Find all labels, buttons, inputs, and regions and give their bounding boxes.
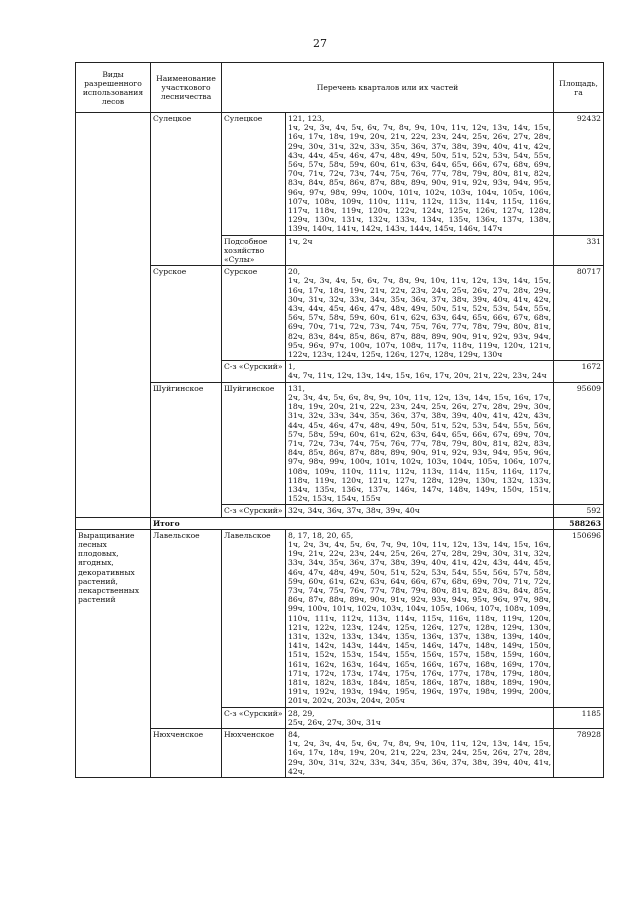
quarters-text: 1,	[288, 362, 296, 372]
area-cell: 78928	[554, 729, 604, 778]
sub-forestry-cell: Нюхченское	[222, 729, 286, 778]
quarters-text: 28, 29,	[288, 708, 315, 718]
total-row	[76, 517, 604, 529]
total-area: 588263	[554, 517, 604, 529]
area-cell: 1672	[554, 361, 604, 382]
area-cell: 95609	[554, 382, 604, 505]
total-empty-cell	[76, 517, 151, 529]
quarters-cell	[286, 361, 554, 382]
quarters-text: 20,	[288, 267, 301, 277]
table-row	[76, 266, 604, 361]
table-row	[76, 113, 604, 236]
area-cell: 150696	[554, 529, 604, 707]
header-use-type: Виды разрешенного использования лесов	[76, 63, 151, 113]
quarters-text: 1ч, 2ч, 3ч, 4ч, 5ч, 6ч, 7ч, 9ч, 10ч, 11ч, 12ч, 13ч, 14ч, 15ч, 16ч, 19ч, 21ч, 22ч, 23ч, 24ч, 25ч, 26ч, 27ч, 28ч, 29ч, 30ч, 31ч, 32ч, 33ч, 34ч, 35ч, 36ч, 37ч, 38ч, 39ч, 40ч, 41ч, 42ч, 43ч, 44ч, 45ч, 46ч, 47ч, 48ч, 49ч, 50ч, 51ч, 52ч, 53ч, 54ч, 55ч, 56ч, 57ч, 58ч, 59ч, 60ч, 61ч, 62ч, 63ч, 64ч, 66ч, 67ч, 68ч, 69ч, 70ч, 71ч, 72ч, 73ч, 74ч, 75ч, 76ч, 77ч, 78ч, 79ч, 80ч, 81ч, 82ч, 83ч, 84ч, 85ч, 86ч, 87ч, 88ч, 89ч, 90ч, 91ч, 92ч, 93ч, 94ч, 95ч, 96ч, 97ч, 98ч, 99ч, 100ч, 101ч, 102ч, 103ч, 104ч, 105ч, 106ч, 107ч, 108ч, 109ч, 110ч, 111ч, 112ч, 113ч, 114ч, 115ч, 116ч, 118ч, 119ч, 120ч, 121ч, 122ч, 123ч, 124ч, 125ч, 126ч, 127ч, 128ч, 129ч, 130ч, 131ч, 132ч, 133ч, 134ч, 135ч, 136ч, 137ч, 138ч, 139ч, 140ч, 141ч, 142ч, 143ч, 144ч, 145ч, 146ч, 147ч, 148ч, 149ч, 150ч, 151ч, 152ч, 153ч, 154ч, 155ч, 156ч, 157ч, 158ч, 159ч, 160ч, 161ч, 162ч, 163ч, 164ч, 165ч, 166ч, 167ч, 168ч, 169ч, 170ч, 171ч, 172ч, 173ч, 174ч, 175ч, 176ч, 177ч, 178ч, 179ч, 180ч, 181ч, 182ч, 183ч, 184ч, 185ч, 186ч, 187ч, 188ч, 189ч, 190ч, 191ч, 192ч, 193ч, 194ч, 195ч, 196ч, 197ч, 198ч, 199ч, 200ч, 201ч, 202ч, 203ч, 204ч, 205ч	[288, 539, 551, 706]
area-cell: 92432	[554, 113, 604, 236]
forestry-cell: Нюхченское	[151, 729, 222, 778]
quarters-cell	[286, 707, 554, 728]
quarters-text: 2ч, 3ч, 4ч, 5ч, 6ч, 8ч, 9ч, 10ч, 11ч, 12ч, 13ч, 14ч, 15ч, 16ч, 17ч, 18ч, 19ч, 20ч, 21ч, 22ч, 23ч, 24ч, 25ч, 26ч, 27ч, 28ч, 29ч, 30ч, 31ч, 32ч, 33ч, 34ч, 35ч, 36ч, 37ч, 38ч, 39ч, 40ч, 41ч, 42ч, 43ч, 44ч, 45ч, 46ч, 47ч, 48ч, 49ч, 50ч, 51ч, 52ч, 53ч, 54ч, 55ч, 56ч, 57ч, 58ч, 59ч, 60ч, 61ч, 62ч, 63ч, 64ч, 65ч, 66ч, 67ч, 69ч, 70ч, 71ч, 72ч, 73ч, 74ч, 75ч, 76ч, 77ч, 78ч, 79ч, 80ч, 81ч, 82ч, 83ч, 84ч, 85ч, 86ч, 87ч, 88ч, 89ч, 90ч, 91ч, 92ч, 93ч, 94ч, 95ч, 96ч, 97ч, 98ч, 99ч, 100ч, 101ч, 102ч, 103ч, 104ч, 105ч, 106ч, 107ч, 108ч, 109ч, 110ч, 111ч, 112ч, 113ч, 114ч, 115ч, 116ч, 117ч, 118ч, 119ч, 120ч, 121ч, 127ч, 128ч, 129ч, 130ч, 132ч, 133ч, 134ч, 135ч, 136ч, 137ч, 146ч, 147ч, 148ч, 149ч, 150ч, 151ч, 152ч, 153ч, 154ч, 155ч	[288, 392, 551, 504]
sub-forestry-cell: С-з «Сурский»	[222, 707, 286, 728]
table-row	[76, 729, 604, 778]
quarters-text: 1ч, 2ч	[288, 236, 313, 246]
header-forestry: Наименование участкового лесничества	[151, 63, 222, 113]
sub-forestry-cell: Подсобное хозяйство «Сулы»	[222, 235, 286, 266]
use-type-cell: Выращивание лесных плодовых, ягодных, декоративных растений, лекарственных растений	[76, 529, 151, 777]
quarters-text: 131,	[288, 383, 305, 393]
sub-forestry-cell: С-з «Сурский»	[222, 505, 286, 517]
forestry-cell: Шуйгинское	[151, 382, 222, 517]
quarters-text: 32ч, 34ч, 36ч, 37ч, 38ч, 39ч, 40ч	[288, 506, 420, 516]
quarters-text: 121, 123,	[288, 114, 325, 123]
quarters-text: 84,	[288, 730, 301, 739]
forestry-cell: Сурское	[151, 266, 222, 382]
quarters-cell	[286, 113, 554, 236]
table-header-row	[76, 63, 604, 113]
sub-forestry-cell: Шуйгинское	[222, 382, 286, 505]
header-quarters: Перечень кварталов или их частей	[222, 63, 554, 113]
quarters-text: 1ч, 2ч, 3ч, 4ч, 5ч, 6ч, 7ч, 8ч, 9ч, 10ч, 11ч, 12ч, 13ч, 14ч, 15ч, 16ч, 17ч, 18ч, 19ч, 20ч, 21ч, 22ч, 23ч, 24ч, 25ч, 26ч, 27ч, 28ч, 29ч, 30ч, 31ч, 32ч, 33ч, 34ч, 35ч, 36ч, 37ч, 38ч, 39ч, 40ч, 41ч, 42ч,	[288, 739, 551, 776]
quarters-cell	[286, 729, 554, 778]
table-row	[76, 382, 604, 505]
total-label: Итого	[151, 517, 554, 529]
quarters-cell	[286, 382, 554, 505]
quarters-cell	[286, 266, 554, 361]
forestry-cell: Сулецкое	[151, 113, 222, 266]
table-body	[76, 113, 604, 778]
sub-forestry-cell: Сулецкое	[222, 113, 286, 236]
area-cell: 1185	[554, 707, 604, 728]
area-cell: 331	[554, 235, 604, 266]
sub-forestry-cell: С-з «Сурский»	[222, 361, 286, 382]
forestry-cell: Лавельское	[151, 529, 222, 728]
sub-forestry-cell: Лавельское	[222, 529, 286, 707]
page-number: 27	[313, 37, 327, 50]
use-type-cell	[76, 113, 151, 518]
table-row	[76, 529, 604, 707]
quarters-cell	[286, 505, 554, 517]
sub-forestry-cell: Сурское	[222, 266, 286, 361]
quarters-text: 25ч, 26ч, 27ч, 30ч, 31ч	[288, 717, 381, 727]
quarters-cell	[286, 235, 554, 266]
forest-quarters-table	[75, 62, 604, 778]
header-area: Площадь, га	[554, 63, 604, 113]
area-cell: 80717	[554, 266, 604, 361]
quarters-text: 1ч, 2ч, 3ч, 4ч, 5ч, 6ч, 7ч, 8ч, 9ч, 10ч, 11ч, 12ч, 13ч, 14ч, 15ч, 16ч, 17ч, 18ч, 19ч, 20ч, 21ч, 22ч, 23ч, 24ч, 25ч, 26ч, 27ч, 28ч, 29ч, 30ч, 31ч, 32ч, 33ч, 35ч, 36ч, 37ч, 38ч, 39ч, 40ч, 41ч, 42ч, 43ч, 44ч, 45ч, 46ч, 47ч, 48ч, 49ч, 50ч, 51ч, 52ч, 53ч, 54ч, 55ч, 56ч, 57ч, 58ч, 59ч, 60ч, 61ч, 63ч, 64ч, 65ч, 66ч, 67ч, 68ч, 69ч, 70ч, 71ч, 72ч, 73ч, 74ч, 75ч, 76ч, 77ч, 78ч, 79ч, 80ч, 81ч, 82ч, 83ч, 84ч, 85ч, 86ч, 87ч, 88ч, 89ч, 90ч, 91ч, 92ч, 93ч, 94ч, 95ч, 96ч, 97ч, 98ч, 99ч, 100ч, 101ч, 102ч, 103ч, 104ч, 105ч, 106ч, 107ч, 108ч, 109ч, 110ч, 111ч, 112ч, 113ч, 114ч, 115ч, 116ч, 117ч, 118ч, 119ч, 120ч, 122ч, 124ч, 125ч, 126ч, 127ч, 128ч, 129ч, 130ч, 131ч, 132ч, 133ч, 134ч, 135ч, 136ч, 137ч, 138ч, 139ч, 140ч, 141ч, 142ч, 143ч, 144ч, 145ч, 146ч, 147ч	[288, 123, 551, 234]
quarters-cell	[286, 529, 554, 707]
area-cell: 592	[554, 505, 604, 517]
quarters-text: 4ч, 7ч, 11ч, 12ч, 13ч, 14ч, 15ч, 16ч, 17ч, 20ч, 21ч, 22ч, 23ч, 24ч	[288, 371, 547, 381]
quarters-text: 8, 17, 18, 20, 65,	[288, 530, 354, 540]
quarters-text: 1ч, 2ч, 3ч, 4ч, 5ч, 6ч, 7ч, 8ч, 9ч, 10ч, 11ч, 12ч, 13ч, 14ч, 15ч, 16ч, 17ч, 18ч, 19ч, 21ч, 22ч, 23ч, 24ч, 25ч, 26ч, 27ч, 28ч, 29ч, 30ч, 31ч, 32ч, 33ч, 34ч, 35ч, 36ч, 37ч, 38ч, 39ч, 40ч, 41ч, 42ч, 43ч, 44ч, 45ч, 46ч, 47ч, 48ч, 49ч, 50ч, 51ч, 52ч, 53ч, 54ч, 55ч, 56ч, 57ч, 58ч, 59ч, 60ч, 61ч, 62ч, 63ч, 64ч, 65ч, 66ч, 67ч, 68ч, 69ч, 70ч, 71ч, 72ч, 73ч, 74ч, 75ч, 76ч, 77ч, 78ч, 79ч, 80ч, 81ч, 82ч, 83ч, 84ч, 85ч, 86ч, 87ч, 88ч, 89ч, 90ч, 91ч, 92ч, 93ч, 94ч, 95ч, 96ч, 97ч, 100ч, 107ч, 108ч, 117ч, 118ч, 119ч, 120ч, 121ч, 122ч, 123ч, 124ч, 125ч, 126ч, 127ч, 128ч, 129ч, 130ч	[288, 276, 551, 360]
